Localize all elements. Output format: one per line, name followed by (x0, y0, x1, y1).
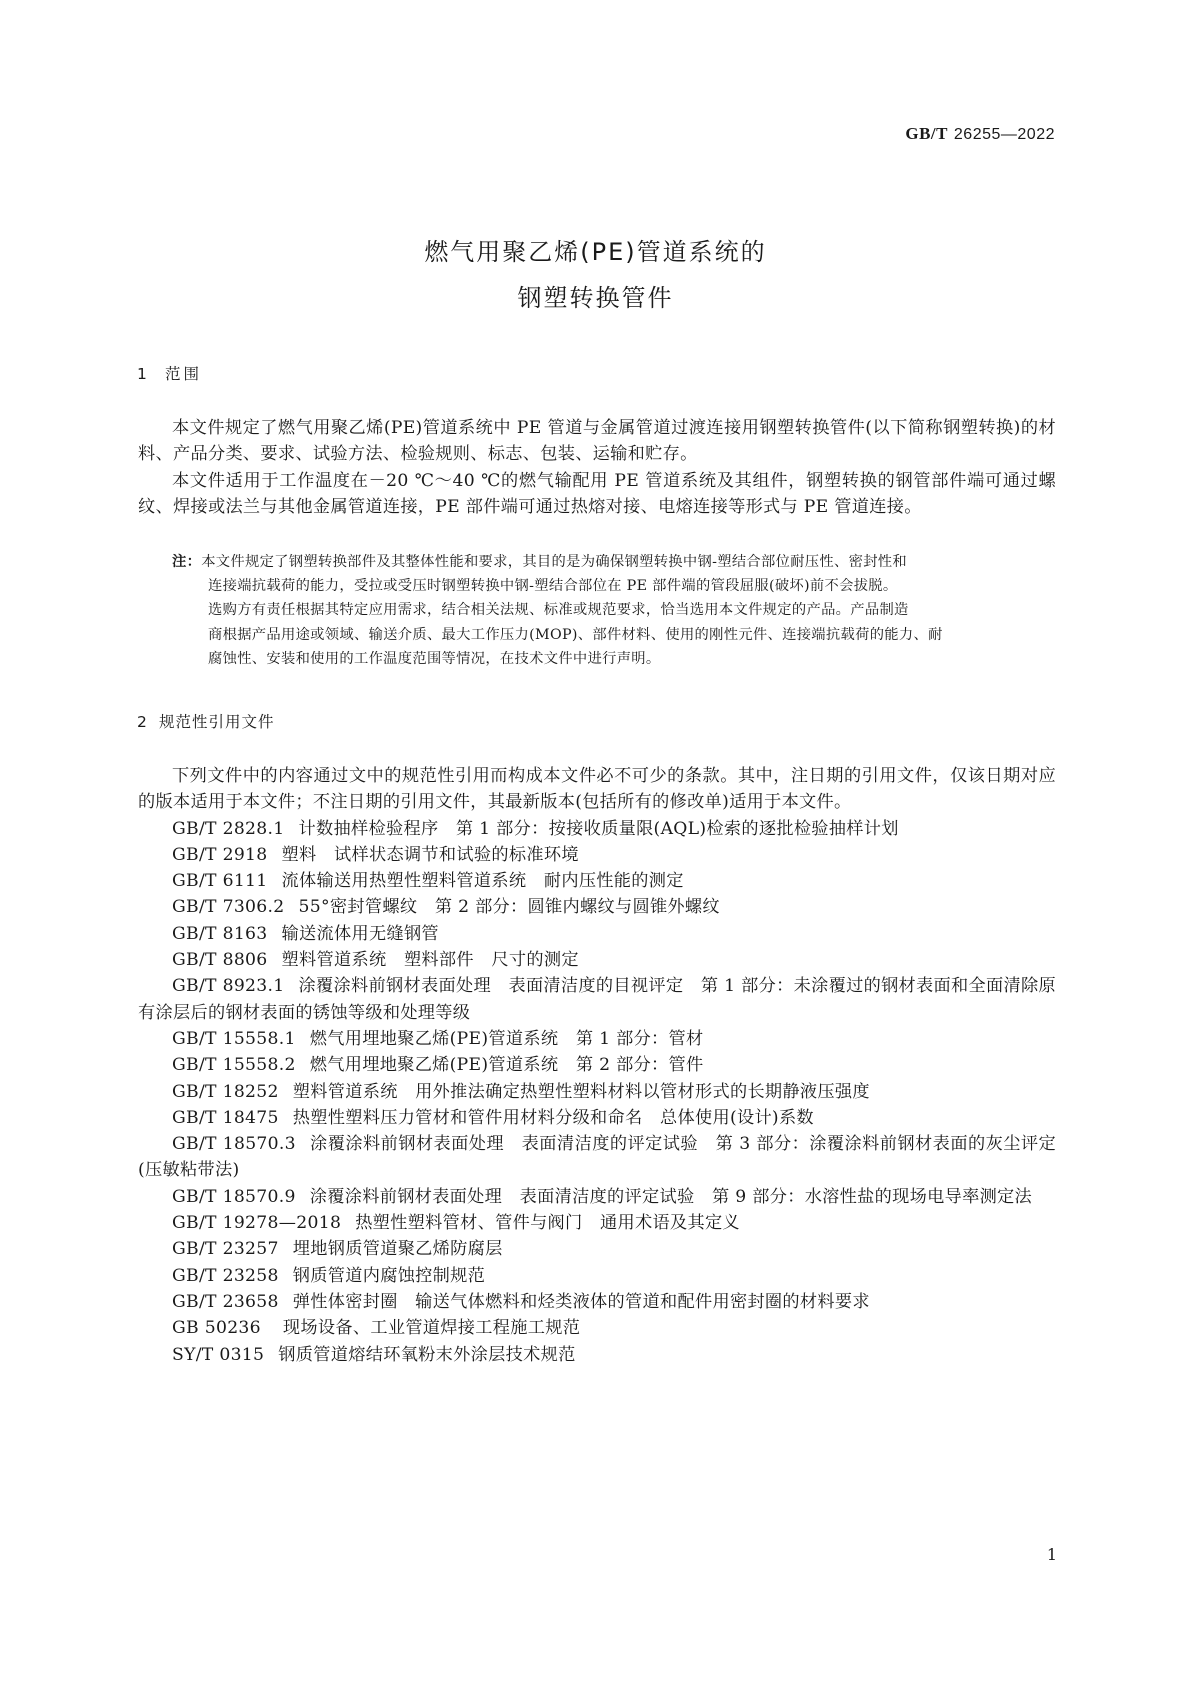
reference-title: 热塑性塑料压力管材和管件用材料分级和命名 总体使用(设计)系数 (292, 1107, 814, 1128)
paragraph: 本文件适用于工作温度在－20 ℃～40 ℃的燃气输配用 PE 管道系统及其组件，钢塑转换的钢管部件端可通过螺纹、焊接或法兰与其他金属管道连接，PE 部件端可通过热熔对接、电熔连接等形式与 PE 管道连接。 (138, 470, 1056, 517)
reference-title: 塑料管道系统 用外推法确定热塑性塑料材料以管材形式的长期静液压强度 (292, 1081, 870, 1102)
standard-prefix: GB/T (905, 124, 948, 143)
reference-item (138, 921, 1056, 947)
section-number: 2 (137, 713, 147, 731)
paragraph: 下列文件中的内容通过文中的规范性引用而构成本文件必不可少的条款。其中，注日期的引用文件，仅该日期对应的版本适用于本文件；不注日期的引用文件，其最新版本(包括所有的修改单)适用于本文件。 (138, 766, 1056, 813)
note-line: 本文件规定了钢塑转换部件及其整体性能和要求，其目的是为确保钢塑转换中钢-塑结合部位耐压性、密封性和 (201, 554, 907, 570)
reference-item (138, 1131, 1056, 1184)
section-2-body (138, 763, 1056, 1368)
reference-title: 涂覆涂料前钢材表面处理 表面清洁度的评定试验 第 3 部分：涂覆涂料前钢材表面的灰尘评定(压敏粘带法) (138, 1134, 1056, 1181)
note-line: 腐蚀性、安装和使用的工作温度范围等情况，在技术文件中进行声明。 (208, 650, 661, 667)
reference-item (138, 1105, 1056, 1131)
reference-item (138, 1052, 1056, 1078)
reference-item (138, 842, 1056, 868)
reference-code: GB/T 18570.9 (172, 1186, 296, 1207)
reference-code: GB/T 18252 (172, 1081, 279, 1102)
reference-item (138, 816, 1056, 842)
reference-code: GB/T 6111 (172, 871, 268, 892)
reference-item (138, 973, 1056, 1026)
section-title: 范围 (165, 365, 203, 383)
reference-code: GB/T 7306.2 (172, 897, 285, 918)
section-1-body (138, 415, 1056, 520)
reference-item (138, 1184, 1056, 1210)
note-line: 选购方有责任根据其特定应用需求，结合相关法规、标准或规范要求，恰当选用本文件规定的产品。产品制造 (208, 602, 909, 619)
reference-item (138, 1026, 1056, 1052)
reference-code: SY/T 0315 (172, 1344, 265, 1365)
reference-title: 燃气用埋地聚乙烯(PE)管道系统 第 1 部分：管材 (309, 1028, 704, 1049)
reference-title: 弹性体密封圈 输送气体燃料和烃类液体的管道和配件用密封圈的材料要求 (292, 1291, 870, 1312)
reference-title: 涂覆涂料前钢材表面处理 表面清洁度的评定试验 第 9 部分：水溶性盐的现场电导率测定法 (309, 1186, 1033, 1207)
reference-code: GB/T 23258 (172, 1265, 279, 1286)
document-title-line1: 燃气用聚乙烯(PE)管道系统的 (424, 238, 767, 266)
reference-code: GB/T 18475 (172, 1107, 279, 1128)
reference-title: 埋地钢质管道聚乙烯防腐层 (292, 1239, 503, 1260)
reference-item (138, 1289, 1056, 1315)
reference-item (138, 1210, 1056, 1236)
reference-title: 涂覆涂料前钢材表面处理 表面清洁度的目视评定 第 1 部分：未涂覆过的钢材表面和全面清除原有涂层后的钢材表面的锈蚀等级和处理等级 (138, 976, 1056, 1023)
note-block (172, 550, 1056, 671)
reference-list (138, 816, 1056, 1368)
reference-title: 输送流体用无缝钢管 (281, 923, 439, 944)
reference-item (138, 1315, 1056, 1341)
reference-code: GB/T 23658 (172, 1291, 279, 1312)
reference-title: 燃气用埋地聚乙烯(PE)管道系统 第 2 部分：管件 (309, 1055, 704, 1076)
reference-title: 热塑性塑料管材、管件与阀门 通用术语及其定义 (355, 1213, 740, 1234)
standard-number: 26255—2022 (953, 126, 1055, 143)
reference-item (138, 1342, 1056, 1368)
note-line: 商根据产品用途或领域、输送介质、最大工作压力(MOP)、部件材料、使用的刚性元件、连接端抗载荷的能力、耐 (208, 626, 943, 643)
reference-item (138, 868, 1056, 894)
reference-title: 塑料管道系统 塑料部件 尺寸的测定 (281, 950, 579, 971)
page-number: 1 (1046, 1545, 1057, 1564)
reference-item (138, 1079, 1056, 1105)
reference-code: GB/T 8923.1 (172, 976, 285, 997)
reference-code: GB/T 8806 (172, 950, 268, 971)
section-1-heading (137, 362, 202, 384)
reference-title: 现场设备、工业管道焊接工程施工规范 (282, 1318, 581, 1339)
reference-code: GB 50236 (172, 1318, 261, 1339)
reference-code: GB/T 2918 (172, 844, 268, 865)
reference-title: 流体输送用热塑性塑料管道系统 耐内压性能的测定 (281, 871, 684, 892)
reference-code: GB/T 8163 (172, 923, 268, 944)
reference-item (138, 1263, 1056, 1289)
reference-title: 塑料 试样状态调节和试验的标准环境 (281, 844, 579, 865)
paragraph: 本文件规定了燃气用聚乙烯(PE)管道系统中 PE 管道与金属管道过渡连接用钢塑转换管件(以下简称钢塑转换)的材料、产品分类、要求、试验方法、检验规则、标志、包装、运输和贮存。 (138, 418, 1056, 465)
reference-code: GB/T 23257 (172, 1239, 279, 1260)
reference-item (138, 947, 1056, 973)
reference-title: 计数抽样检验程序 第 1 部分：按接收质量限(AQL)检索的逐批检验抽样计划 (298, 818, 899, 839)
reference-title: 55°密封管螺纹 第 2 部分：圆锥内螺纹与圆锥外螺纹 (298, 897, 720, 918)
reference-title: 钢质管道内腐蚀控制规范 (292, 1265, 486, 1286)
reference-item (138, 1236, 1056, 1262)
section-2-heading (137, 710, 275, 732)
standard-code (905, 124, 1055, 144)
section-number: 1 (137, 365, 147, 383)
reference-item (138, 894, 1056, 920)
note-line: 连接端抗载荷的能力，受拉或受压时钢塑转换中钢-塑结合部位在 PE 部件端的管段屈服(破坏)前不会拔脱。 (208, 578, 898, 595)
reference-code: GB/T 18570.3 (172, 1134, 296, 1155)
document-title-line2: 钢塑转换管件 (517, 284, 674, 312)
section-title: 规范性引用文件 (159, 713, 275, 731)
note-label: 注： (172, 554, 202, 570)
reference-code: GB/T 15558.1 (172, 1028, 296, 1049)
reference-title: 钢质管道熔结环氧粉末外涂层技术规范 (278, 1344, 576, 1365)
reference-code: GB/T 15558.2 (172, 1055, 296, 1076)
reference-code: GB/T 19278—2018 (172, 1213, 342, 1234)
reference-code: GB/T 2828.1 (172, 818, 285, 839)
